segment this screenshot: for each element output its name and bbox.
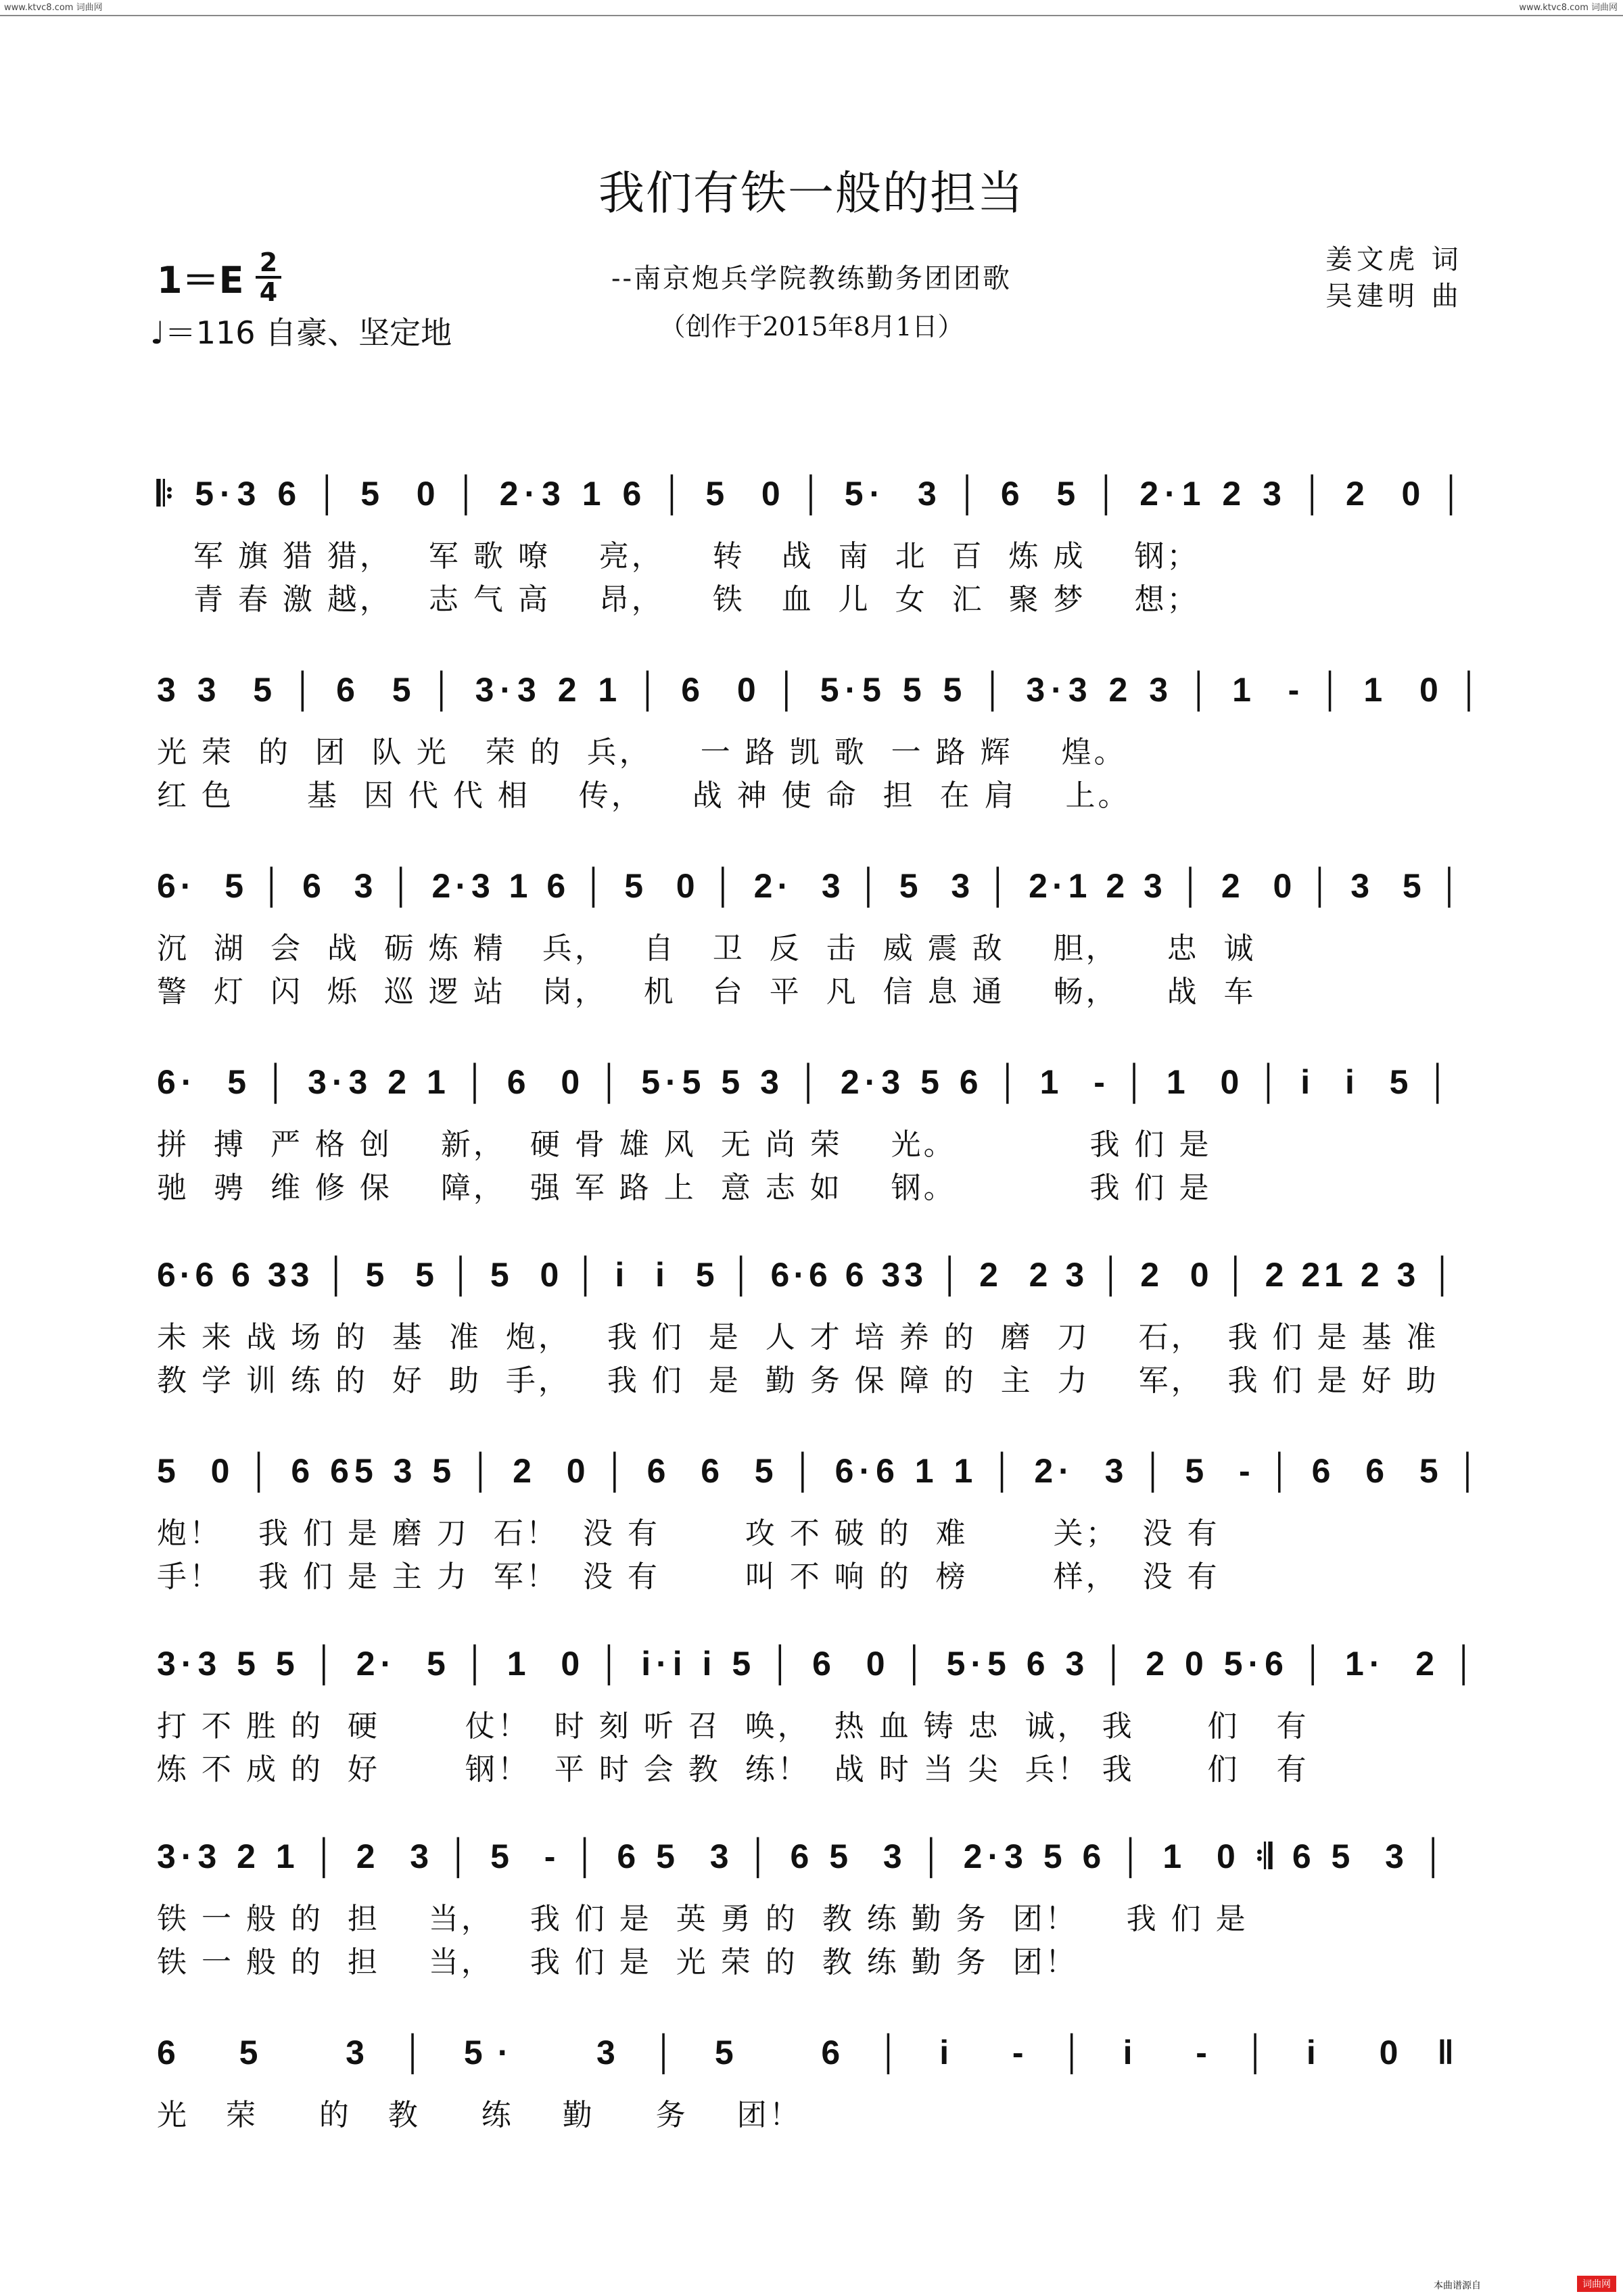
header-site-left: www.ktvc8.com 词曲网: [4, 3, 103, 13]
notation-line: [0, 1248, 1623, 1302]
notation-line: [0, 2025, 1623, 2080]
composer-credit: 吴建明 曲: [1325, 281, 1463, 312]
lyrics-verse-1: 铁 一 般 的 担 当， 我 们 是 英 勇 的 教 练 勤 务 团！ 我 们 是: [157, 1902, 1248, 1936]
key-signature: 1＝E: [157, 259, 244, 302]
lyrics-verse-1: 军 旗 猎 猎， 军 歌 嘹 亮， 转 战 南 北 百 炼 成 钢；: [157, 539, 1200, 573]
notation-line: [0, 1637, 1623, 1691]
lyrics-verse-1: 沉 湖 会 战 砺 炼 精 兵， 自 卫 反 击 威 震 敌 胆， 忠 诚: [157, 931, 1256, 966]
lyrics-verse-2: 炼 不 成 的 好 钢！ 平 时 会 教 练！ 战 时 当 尖 兵！ 我 们 有: [157, 1752, 1309, 1787]
lyrics-verse-1: 光 荣 的 教 练 勤 务 团！: [157, 2098, 802, 2132]
notation-line: [0, 1444, 1623, 1498]
quarter-note-icon: ♩: [150, 314, 165, 351]
footer-source: 本曲谱源自: [1434, 2280, 1481, 2291]
lyrics-verse-2: 铁 一 般 的 担 当， 我 们 是 光 荣 的 教 练 勤 务 团！: [157, 1945, 1078, 1979]
song-title: 我们有铁一般的担当: [598, 167, 1025, 220]
lyrics-verse-1: 光 荣 的 团 队 光 荣 的 兵， 一 路 凯 歌 一 路 辉 煌。: [157, 735, 1127, 770]
notation-line: [0, 467, 1623, 521]
lyrics-verse-2: 教 学 训 练 的 好 助 手， 我 们 是 勤 务 保 障 的 主 力 军， 我 们 是 好 助: [157, 1363, 1439, 1398]
notation-line: [0, 859, 1623, 913]
notation-text: 6 5 3 │ 5· 3 │ 5 6 │ i - │ i - │ i 0 ‖: [157, 2034, 1469, 2071]
lyrics-verse-1: 炮！ 我 们 是 磨 刀 石！ 没 有 攻 不 破 的 难 关； 没 有: [157, 1516, 1220, 1551]
notation-text: 3 3 5 │ 6 5 │ 3·3 2 1 │ 6 0 │ 5·5 5 5 │ 3·3 2 3 │ 1 - │ 1 0 │: [157, 671, 1487, 709]
notation-text: 6·6 6 33 │ 5 5 │ 5 0 │ i i 5 │ 6·6 6 33 │ 2 2 3 │ 2 0 │ 2 21 2 3 │: [157, 1256, 1459, 1294]
lyrics-verse-2: 驰 骋 维 修 保 障， 强 军 路 上 意 志 如 钢。 我 们 是: [157, 1171, 1212, 1205]
lyrics-verse-1: 拼 搏 严 格 创 新， 硬 骨 雄 风 无 尚 荣 光。 我 们 是: [157, 1127, 1212, 1162]
tempo-text: ＝116 自豪、坚定地: [164, 314, 452, 351]
lyrics-verse-2: 警 灯 闪 烁 巡 逻 站 岗， 机 台 平 凡 信 息 通 畅， 战 车: [157, 975, 1256, 1009]
notation-text: 𝄆 5·3 6 │ 5 0 │ 2·3 1 6 │ 5 0 │ 5· 3 │ 6 5 │ 2·1 2 3 │ 2 0 │: [157, 475, 1469, 513]
creation-date: （创作于2015年8月1日）: [659, 312, 964, 342]
lyrics-verse-2: 红 色 基 因 代 代 相 传， 战 神 使 命 担 在 肩 上。: [157, 778, 1131, 813]
time-signature-top: 2: [259, 248, 278, 277]
header-site-right: www.ktvc8.com 词曲网: [1519, 3, 1618, 13]
lyricist-credit: 姜文虎 词: [1325, 244, 1463, 275]
notation-line: [0, 663, 1623, 717]
notation-text: 5 0 │ 6 65 3 5 │ 2 0 │ 6 6 5 │ 6·6 1 1 │ 2· 3 │ 5 - │ 6 6 5 │: [157, 1452, 1485, 1490]
notation-line: [0, 1055, 1623, 1109]
notation-line: [0, 1829, 1623, 1883]
notation-text: 6· 5 │ 6 3 │ 2·3 1 6 │ 5 0 │ 2· 3 │ 5 3 │ 2·1 2 3 │ 2 0 │ 3 5 │: [157, 867, 1466, 905]
subtitle: --南京炮兵学院教练勤务团团歌: [611, 263, 1012, 294]
lyrics-verse-1: 打 不 胜 的 硬 仗！ 时 刻 听 召 唤， 热 血 铸 忠 诚， 我 们 有: [157, 1709, 1309, 1743]
header-rule: [0, 15, 1623, 16]
time-signature-bottom: 4: [259, 277, 278, 307]
footer-site-badge: 词曲网: [1577, 2276, 1616, 2292]
lyrics-verse-1: 未 来 战 场 的 基 准 炮， 我 们 是 人 才 培 养 的 磨 刀 石， 我 们 是 基 准: [157, 1320, 1439, 1355]
lyrics-verse-2: 青 春 激 越， 志 气 高 昂， 铁 血 儿 女 汇 聚 梦 想；: [157, 582, 1200, 617]
notation-text: 3·3 5 5 │ 2· 5 │ 1 0 │ i·i i 5 │ 6 0 │ 5·5 6 3 │ 2 0 5·6 │ 1· 2 │: [157, 1645, 1482, 1683]
notation-text: 6· 5 │ 3·3 2 1 │ 6 0 │ 5·5 5 3 │ 2·3 5 6 │ 1 - │ 1 0 │ i i 5 │: [157, 1063, 1455, 1101]
notation-text: 3·3 2 1 │ 2 3 │ 5 - │ 6 5 3 │ 6 5 3 │ 2·3 5 6 │ 1 0 𝄇 6 5 3 │: [157, 1837, 1451, 1875]
lyrics-verse-2: 手！ 我 们 是 主 力 军！ 没 有 叫 不 响 的 榜 样， 没 有: [157, 1560, 1220, 1594]
